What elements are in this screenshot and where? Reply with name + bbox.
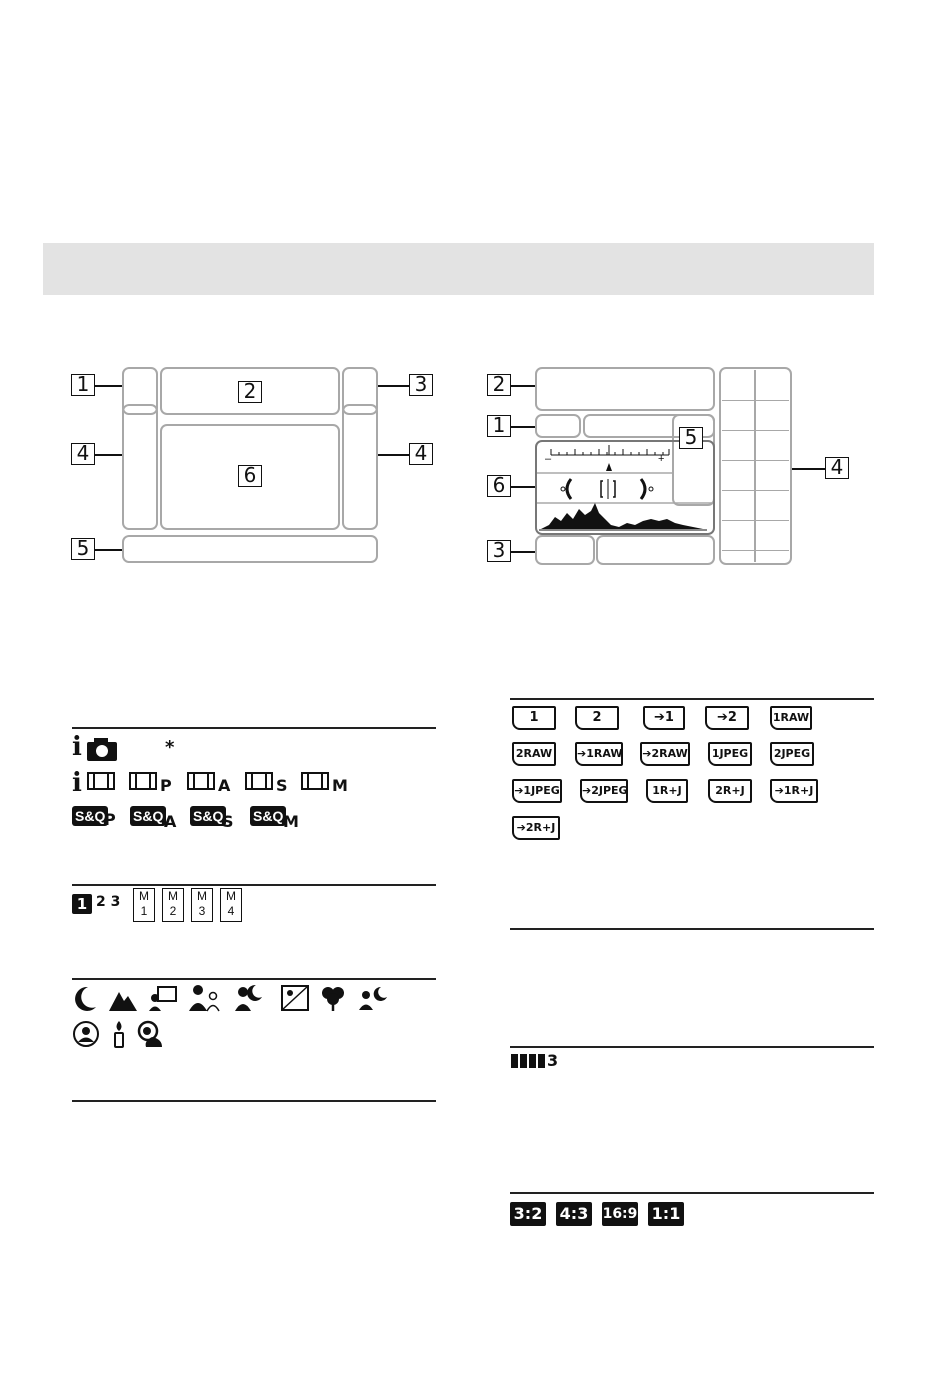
divider: [510, 698, 874, 700]
left-label-3: 3: [409, 374, 433, 396]
left-leader-4a: [95, 454, 122, 456]
media-2jpeg-icon: 2JPEG: [770, 742, 814, 766]
memory-m3-icon: M 3: [191, 888, 213, 922]
left-leader-3: [378, 385, 409, 387]
exposure-scale-histogram: [537, 441, 713, 533]
scale-minus-label: –: [545, 453, 552, 465]
left-area-4a: [122, 404, 158, 530]
right-label-3: 3: [487, 540, 511, 562]
sq-mode-s: S: [222, 812, 234, 831]
right-label-5: 5: [679, 427, 703, 449]
sq-mode-p: P: [104, 810, 116, 829]
sq-badge: S&Q: [72, 806, 108, 826]
battery-bar: [511, 1054, 518, 1068]
media-2rj-icon: 2R+J: [708, 779, 752, 803]
right-grid-row: [722, 400, 789, 431]
media-1rj-icon: 1R+J: [646, 779, 688, 803]
right-leader-4: [792, 468, 825, 470]
baby-icon: [136, 1019, 166, 1049]
left-leader-1: [95, 385, 122, 387]
candle-icon: [110, 1019, 128, 1049]
face-icon: [72, 1020, 100, 1048]
portrait-pair-icon: [187, 983, 221, 1013]
aspect-16-9-icon: 16:9: [602, 1202, 638, 1226]
media-slot-2-icon: 2: [575, 706, 619, 730]
movie-icon: [128, 770, 158, 792]
sq-mode-m: M: [283, 812, 299, 831]
sq-badge: S&Q: [190, 806, 226, 826]
aspect-3-2-icon: 3:2: [510, 1202, 546, 1226]
left-label-1: 1: [71, 374, 95, 396]
memory-m1-icon: M 1: [133, 888, 155, 922]
macro-icon: [318, 984, 348, 1012]
right-label-2: 2: [487, 374, 511, 396]
right-grid-row: [722, 490, 789, 521]
media-record-2rj-icon: ➔2R+J: [512, 816, 560, 840]
memory-slot-1: 1: [72, 894, 92, 914]
movie-mode-p: P: [160, 776, 172, 795]
right-grid-row: [722, 370, 789, 401]
media-record-slot-2-icon: ➔2: [705, 706, 749, 730]
left-label-2: 2: [238, 381, 262, 403]
media-record-1jpeg-icon: ➔1JPEG: [512, 779, 562, 803]
movie-icon: [186, 770, 216, 792]
right-leader-1: [511, 426, 535, 428]
right-area-2: [535, 367, 715, 411]
left-leader-4b: [378, 454, 409, 456]
right-label-4: 4: [825, 457, 849, 479]
divider: [72, 884, 436, 886]
right-grid-row: [722, 460, 789, 491]
battery-digit: 3: [547, 1051, 559, 1070]
scale-plus-label: +: [658, 453, 665, 465]
night-scene-icon: [357, 985, 389, 1011]
movie-auto-icon: [86, 770, 116, 792]
divider: [72, 978, 436, 980]
divider: [510, 1192, 874, 1194]
right-label-6: 6: [487, 475, 511, 497]
movie-icon: [244, 770, 274, 792]
left-area-5: [122, 535, 378, 563]
battery-bar: [520, 1054, 527, 1068]
left-leader-5: [95, 549, 122, 551]
memory-m2-icon: M 2: [162, 888, 184, 922]
moon-icon: [72, 985, 98, 1013]
divider: [510, 1046, 874, 1048]
intelligent-auto-label: i: [72, 732, 82, 762]
section-header-band: [43, 243, 874, 295]
movie-mode-m: M: [332, 776, 348, 795]
media-1raw-icon: 1RAW: [770, 706, 812, 730]
left-label-4a: 4: [71, 443, 95, 465]
landscape-icon: [148, 984, 178, 1012]
battery-bar: [538, 1054, 545, 1068]
backlight-icon: [280, 984, 310, 1012]
movie-mode-s: S: [276, 776, 288, 795]
media-record-2jpeg-icon: ➔2JPEG: [580, 779, 628, 803]
superior-auto-star: *: [165, 737, 175, 758]
aspect-4-3-icon: 4:3: [556, 1202, 592, 1226]
sq-badge: S&Q: [130, 806, 166, 826]
sq-mode-a: A: [164, 812, 177, 831]
left-label-5: 5: [71, 538, 95, 560]
night-portrait-icon: [232, 983, 264, 1013]
left-label-6: 6: [238, 465, 262, 487]
memory-m4-icon: M 4: [220, 888, 242, 922]
right-grid-row: [722, 430, 789, 461]
media-record-2raw-icon: ➔2RAW: [640, 742, 690, 766]
right-leader-2: [511, 385, 535, 387]
movie-icon: [300, 770, 330, 792]
movie-mode-a: A: [218, 776, 231, 795]
divider: [510, 928, 874, 930]
media-record-1rj-icon: ➔1R+J: [770, 779, 818, 803]
battery-bar: [529, 1054, 536, 1068]
left-area-4b: [342, 404, 378, 530]
media-slot-1-icon: 1: [512, 706, 556, 730]
right-leader-3: [511, 551, 535, 553]
divider: [72, 727, 436, 729]
left-label-4b: 4: [409, 443, 433, 465]
right-label-1: 1: [487, 415, 511, 437]
media-record-slot-1-icon: ➔1: [643, 706, 685, 730]
media-record-1raw-icon: ➔1RAW: [575, 742, 623, 766]
right-area-3: [535, 535, 595, 565]
right-area-bottom: [596, 535, 715, 565]
right-leader-6: [511, 486, 535, 488]
sq-badge: S&Q: [250, 806, 286, 826]
memory-slots-2-3: 2 3: [96, 894, 121, 910]
mountain-icon: [108, 988, 138, 1012]
media-1jpeg-icon: 1JPEG: [708, 742, 752, 766]
camera-icon: [86, 736, 118, 762]
media-2raw-icon: 2RAW: [512, 742, 556, 766]
divider: [72, 1100, 436, 1102]
aspect-1-1-icon: 1:1: [648, 1202, 684, 1226]
right-area-1: [535, 414, 581, 438]
right-grid-row: [722, 520, 789, 551]
